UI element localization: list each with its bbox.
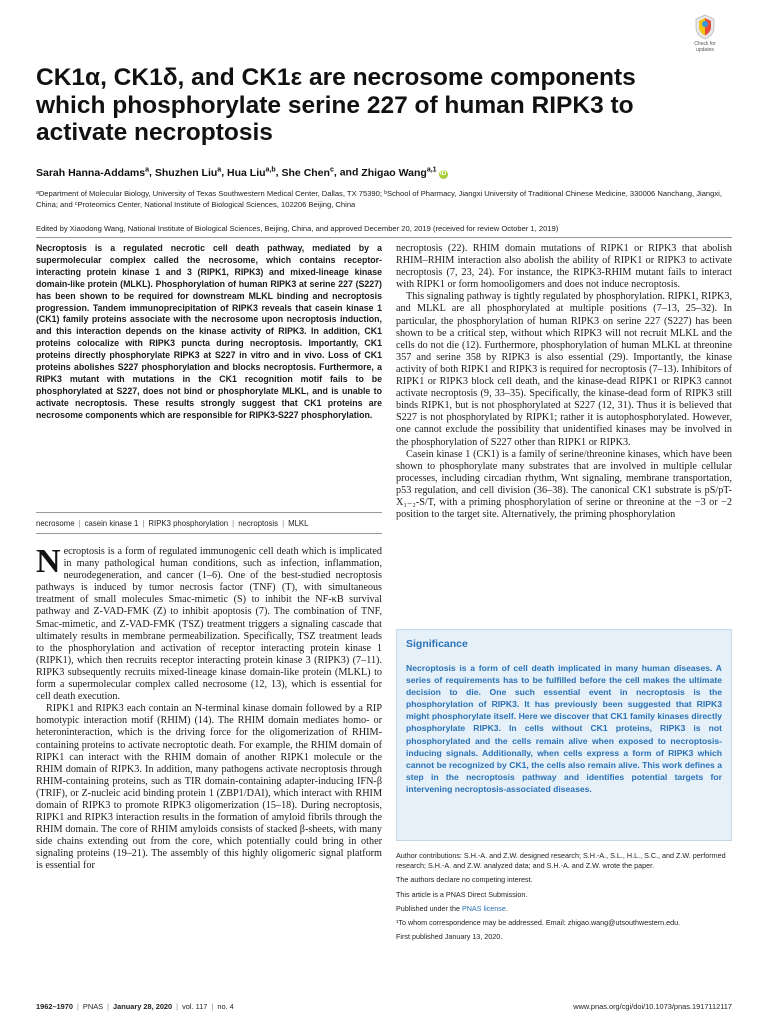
author-contributions: Author contributions: S.H.-A. and Z.W. designed research; S.H.-A., S.L., H.L., S.C., and Z.W. performed research; S.H.-A. and Z.W. analyzed data; and S.H.-A. and Z.W. wrote the paper. bbox=[396, 851, 726, 870]
author[interactable]: Hua Liu$^{a,b}$ bbox=[227, 166, 276, 179]
significance-text: Necroptosis is a form of cell death implicated in many human diseases. A series of requirements has to be fulfilled before the cell makes the ultimate decision to die. One such essential event in necroptosis is the phosphorylation of RIPK3. It has previously been suggested that RIPK3 might phosphorylate itself. Here we discover that CK1 family kinases directly phosphorylate RIPK3. In cells without CK1 proteins, RIPK3 is not phosphorylated and the cells remain alive when exposed to necroptosis-inducing signals. Additionally, when cells express a form of RIPK3 which cannot be recognized by CK1, the cells also remain alive. This work defines a step in the necroptosis pathway and identifies potential targets for intervening necroptosis-associated diseases. bbox=[406, 663, 722, 794]
correspondence-note: ¹To whom correspondence may be addressed. Email: zhigao.wang@utsouthwestern.edu. bbox=[396, 918, 681, 928]
license-note: Published under the PNAS license. bbox=[396, 903, 508, 913]
check-for-updates-label: Check for updates bbox=[694, 41, 716, 53]
author[interactable]: Sarah Hanna-Addams$^a$ bbox=[36, 166, 150, 179]
keywords: necrosome | casein kinase 1 | RIPK3 phosphorylation | necroptosis | MLKL bbox=[36, 519, 309, 528]
divider bbox=[36, 533, 382, 534]
divider bbox=[36, 237, 732, 238]
significance-box bbox=[396, 629, 732, 841]
issue-date: January 28, 2020 bbox=[112, 1002, 173, 1011]
body-paragraph: Necroptosis is a form of regulated immunogenic cell death which is implicated in many pathological human conditions, such as infection, inflammation, neurodegeneration, and cancer (1–6). One of the best-studied necroptosis pathways is induced by tumor necrosis factor (TNF) (T), with simultaneous treatment of small molecules Smac-mimetic (S) to inhibit the NF-κB survival pathway and Z-VAD-FMK (Z) to inhibit apoptosis (7). The combination of TNF, Smac-mimetic, and Z-VAD-FMK (TSZ) treatment triggers a signaling cascade that ultimately results in membrane permeabilization. Specifically, TSZ treatment leads to the phosphorylation and activation of receptor interacting protein kinase 1 (RIPK1), which then recruits receptor interacting protein kinase 3 (RIPK3) (7–11). RIPK3 subsequently recruits mixed-lineage kinase domain-like protein (MLKL) to form a supermolecular complex called necrosome (12, 13), which is essential for cell death execution. bbox=[36, 543, 382, 703]
submission-note: This article is a PNAS Direct Submission. bbox=[396, 889, 528, 899]
doi-link[interactable]: www.pnas.org/cgi/doi/10.1073/pnas.1917112117 bbox=[573, 1002, 732, 1011]
orcid-icon[interactable]: iD bbox=[440, 170, 447, 177]
author[interactable]: She Chen$^c$ bbox=[281, 166, 334, 179]
abstract: Necroptosis is a regulated necrotic cell death pathway, mediated by a supermolecular complex called the necrosome, which contains receptor-interacting protein kinase 1 and 3 (RIPK1, RIPK3) and mixed-lineage kinase domain-like protein (MLKL). Phosphorylation of human RIPK3 at serine 227 (S227) has been shown to be required for downstream MLKL binding and necroptosis progression. Tandem immunoprecipitation of RIPK3 reveals that casein kinase 1 (CK1) family proteins associate with the necrosome upon necroptosis induction, and this interaction depends on the kinase activity of RIPK3. In addition, CK1 proteins colocalize with RIPK3 puncta during necroptosis. Importantly, CK1 proteins directly phosphorylate RIPK3 at S227 in vitro and in vivo. Loss of CK1 proteins abolishes S227 phosphorylation and blocks necroptosis. Furthermore, a RIPK3 mutant with mutations in the CK1 recognition motif fails to be phosphorylated at S227, does not bind or phosphorylate MLKL, and is unable to activate necroptosis. These results strongly suggest that CK1 proteins are necrosome components which are responsible for RIPK3-S227 phosphorylation. bbox=[36, 243, 382, 420]
article-notes bbox=[396, 851, 732, 947]
keyword[interactable]: MLKL bbox=[288, 519, 309, 528]
author-list: Sarah Hanna-Addams$^a$, Shuzhen Liu$^a$, Hua Liu$^{a,b}$, She Chen$^c$, and Zhigao Wang$^{a,1}$iD bbox=[36, 166, 447, 179]
body-paragraph: This signaling pathway is tightly regulated by phosphorylation. RIPK1, RIPK3, and MLKL are all phosphorylated at multiple positions (7–13, 25–32). In particular, the phosphorylation of human RIPK3 on serine 227 (S227) has been shown to be a critical step, without which RIPK3 will not recruit MLKL and the cells do not die (12). Furthermore, phosphorylation of human MLKL at threonine 357 and serine 358 by RIPK3 is also essential (29). Importantly, the kinase activity of both RIPK1 and RIPK3 is required for necroptosis (7–13). Inhibitors of RIPK1 or RIPK3 block cell death, and the kinase-dead RIPK1 or RIPK3 cannot activate necroptosis (9, 33–35). Specifically, the kinase-dead form of RIPK3 still binds RIPK1, but is not phosphorylated at S227 (12, 31). Thus it is believed that S227 is not phosphorylated by RIPK1; rather it is autophosphorylated. However, one cannot exclude the possibility that unidentified kinases may be involved in the phosphorylation of S227 other than RIPK1 or RIPK3. bbox=[396, 291, 732, 448]
keyword[interactable]: necroptosis bbox=[238, 519, 279, 528]
body-paragraph: Casein kinase 1 (CK1) is a family of serine/threonine kinases, which have been shown to phosphorylate many substrates that are involved in multiple cellular processes, including circadian rhythm, Wnt signaling, membrane transportation, p53 regulation, and cell division (36–38). The canonical CK1 substrate is pS/pT-X₁₋₂-S/T, with a priming phosphorylation of serine or threonine at the −3 or −2 position to the target site. Alternatively, the priming phosphorylation bbox=[396, 448, 732, 521]
drop-cap: N bbox=[36, 543, 61, 580]
issue: no. 4 bbox=[217, 1002, 234, 1011]
article-title: CK1α, CK1δ, and CK1ε are necrosome components which phosphorylate serine 227 of human RIPK3 to activate necroptosis bbox=[36, 64, 636, 146]
keyword[interactable]: RIPK3 phosphorylation bbox=[148, 519, 229, 528]
license-link[interactable]: PNAS license bbox=[461, 903, 506, 913]
volume: vol. 117 bbox=[182, 1002, 208, 1011]
crossmark-icon bbox=[694, 14, 716, 40]
significance-title: Significance bbox=[406, 638, 468, 650]
affiliations: ᵃDepartment of Molecular Biology, University of Texas Southwestern Medical Center, Dallas, TX 75390; ᵇSchool of Pharmacy, Jiangxi University of Traditional Chinese Medicine, 330006 Nanchang, Jiangxi, China; and ᶜProteomics Center, National Institute of Biological Sciences, 102206 Beijing, China bbox=[36, 189, 722, 209]
edited-by: Edited by Xiaodong Wang, National Institute of Biological Sciences, Beijing, China, and approved December 20, 2019 (received for review October 1, 2019) bbox=[36, 224, 559, 233]
publication-date: First published January 13, 2020. bbox=[396, 932, 503, 942]
journal-name: PNAS bbox=[82, 1002, 104, 1011]
keyword[interactable]: necrosome bbox=[36, 519, 75, 528]
check-for-updates-badge[interactable] bbox=[685, 14, 725, 58]
page-range: 1962–1970 bbox=[36, 1002, 73, 1011]
body-paragraph: necroptosis (22). RHIM domain mutations of RIPK1 or RIPK3 that abolish RHIM–RHIM interaction also abolish the ability of RIPK1 or RIPK3 to activate necroptosis (7, 23, 24). For instance, the RIPK3-RHIM mutant fails to interact with RIPK1 or form homooligomers and does not induce necroptosis. bbox=[396, 243, 732, 291]
author[interactable]: Zhigao Wang$^{a,1}$ bbox=[361, 166, 437, 179]
body-paragraph: RIPK1 and RIPK3 each contain an N-terminal kinase domain followed by a RIP homotypic interaction motif (RHIM) (14). The RHIM domain mediates homo- or heteroninteraction, which is the driving force for the oligomerization of RHIM-containing proteins to activate necroptotic death. For example, the RHIM domain of RIPK1 can interact with the RHIM domain of another RIPK1 molecule or the RHIM domain of RIPK3. In addition, many pathogens activate necroptosis through RHIM-containing proteins, such as TIR domain-containing adapter-inducing IFN-β (TRIF), or Z-nucleic acid binding protein 1 (ZBP1/DAI), which interact with RHIM domain of RIPK3 to promote RIPK3 oligomerization (15–18). During necroptosis, RIPK1 and RIPK3 interaction results in the formation of amyloid fibrils through the RHIM domain. The core of RHIM amyloids consists of stacked β-sheets, with many side chains extending out from the core, which potentially could bring in other signaling proteins (19–21). The assembly of this highly oligomeric signal platform is essential for bbox=[36, 703, 382, 872]
author[interactable]: Shuzhen Liu$^a$ bbox=[154, 166, 222, 179]
body-column-left bbox=[36, 543, 382, 873]
divider bbox=[36, 512, 382, 513]
keyword[interactable]: casein kinase 1 bbox=[84, 519, 139, 528]
body-column-right bbox=[396, 243, 732, 521]
competing-interest: The authors declare no competing interest. bbox=[396, 875, 533, 885]
